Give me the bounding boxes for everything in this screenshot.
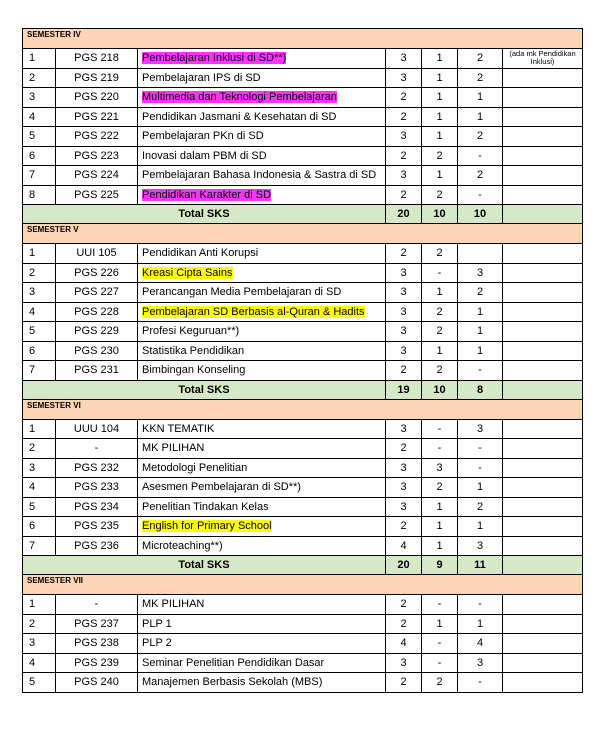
course-name-cell <box>138 322 386 342</box>
course-number: 5 <box>23 673 56 693</box>
course-name: PLP 2 <box>142 637 172 650</box>
course-row <box>23 419 583 439</box>
course-name: MK PILIHAN <box>142 442 205 455</box>
course-row <box>23 458 583 478</box>
semester-label: SEMESTER VI <box>23 399 583 419</box>
course-theory: 1 <box>422 88 458 108</box>
course-row <box>23 614 583 634</box>
course-sks: 2 <box>386 439 422 459</box>
course-name-cell <box>138 439 386 459</box>
course-number: 2 <box>23 263 56 283</box>
course-theory: - <box>422 634 458 654</box>
course-code: PGS 232 <box>56 458 138 478</box>
course-theory: 2 <box>422 244 458 264</box>
course-row <box>23 68 583 88</box>
course-name-cell <box>138 283 386 303</box>
course-sks: 3 <box>386 497 422 517</box>
course-theory: 2 <box>422 185 458 205</box>
course-code: - <box>56 439 138 459</box>
course-number: 1 <box>23 419 56 439</box>
course-code: PGS 239 <box>56 653 138 673</box>
course-theory: 1 <box>422 497 458 517</box>
course-name: Penelitian Tindakan Kelas <box>142 500 269 513</box>
course-sks: 2 <box>386 88 422 108</box>
course-code: PGS 225 <box>56 185 138 205</box>
course-number: 4 <box>23 653 56 673</box>
course-name-cell <box>138 478 386 498</box>
course-practice: 2 <box>458 68 503 88</box>
course-name: Seminar Penelitian Pendidikan Dasar <box>142 656 325 669</box>
course-note <box>503 439 583 459</box>
course-code: - <box>56 595 138 615</box>
course-practice: 4 <box>458 634 503 654</box>
course-sks: 3 <box>386 49 422 69</box>
course-name-cell <box>138 458 386 478</box>
course-number: 2 <box>23 614 56 634</box>
course-practice: - <box>458 361 503 381</box>
course-row <box>23 49 583 69</box>
course-row <box>23 361 583 381</box>
semester-header-row <box>23 575 583 595</box>
course-name-cell <box>138 595 386 615</box>
total-sks: 20 <box>386 556 422 575</box>
course-sks: 4 <box>386 536 422 556</box>
total-theory: 10 <box>422 380 458 399</box>
course-code: PGS 226 <box>56 263 138 283</box>
course-sks: 4 <box>386 634 422 654</box>
course-number: 6 <box>23 146 56 166</box>
course-sks: 2 <box>386 673 422 693</box>
total-label: Total SKS <box>23 380 386 399</box>
course-note <box>503 517 583 537</box>
course-name: Multimedia dan Teknologi Pembelajaran <box>142 91 337 104</box>
course-name: Pendidikan Anti Korupsi <box>142 247 259 260</box>
course-code: UUU 104 <box>56 419 138 439</box>
course-name: Pembelajaran Inklusi di SD**) <box>142 52 287 65</box>
course-theory: 2 <box>422 478 458 498</box>
course-note <box>503 478 583 498</box>
course-name-cell <box>138 614 386 634</box>
course-practice <box>458 244 503 264</box>
course-name-cell <box>138 419 386 439</box>
course-note <box>503 127 583 147</box>
course-sks: 2 <box>386 244 422 264</box>
course-sks: 2 <box>386 361 422 381</box>
total-note-empty <box>503 556 583 575</box>
course-note <box>503 244 583 264</box>
course-sks: 2 <box>386 517 422 537</box>
semester-label: SEMESTER IV <box>23 29 583 49</box>
course-practice: 1 <box>458 107 503 127</box>
course-sks: 2 <box>386 185 422 205</box>
course-theory: 1 <box>422 517 458 537</box>
course-number: 2 <box>23 68 56 88</box>
course-code: PGS 228 <box>56 302 138 322</box>
course-practice: 3 <box>458 536 503 556</box>
course-theory: - <box>422 653 458 673</box>
course-number: 2 <box>23 439 56 459</box>
course-note <box>503 185 583 205</box>
course-sks: 3 <box>386 166 422 186</box>
course-theory: 1 <box>422 127 458 147</box>
course-code: UUI 105 <box>56 244 138 264</box>
course-theory: 1 <box>422 107 458 127</box>
course-name-cell <box>138 166 386 186</box>
course-theory: 3 <box>422 458 458 478</box>
course-number: 8 <box>23 185 56 205</box>
course-name: English for Primary School <box>142 520 272 533</box>
course-practice: 2 <box>458 497 503 517</box>
course-theory: 2 <box>422 361 458 381</box>
course-row <box>23 146 583 166</box>
course-name-cell <box>138 497 386 517</box>
course-name-cell <box>138 341 386 361</box>
semester-label: SEMESTER VII <box>23 575 583 595</box>
course-name-cell <box>138 127 386 147</box>
course-sks: 3 <box>386 458 422 478</box>
course-code: PGS 237 <box>56 614 138 634</box>
course-note <box>503 614 583 634</box>
course-name: Pembelajaran IPS di SD <box>142 71 261 84</box>
total-row <box>23 380 583 399</box>
course-name: Pembelajaran Bahasa Indonesia & Sastra di SD <box>142 169 377 182</box>
course-number: 5 <box>23 127 56 147</box>
course-name: Pendidikan Jasmani & Kesehatan di SD <box>142 110 337 123</box>
course-note <box>503 458 583 478</box>
course-code: PGS 238 <box>56 634 138 654</box>
course-name-cell <box>138 146 386 166</box>
course-name-cell <box>138 88 386 108</box>
course-theory: 1 <box>422 536 458 556</box>
curriculum-table <box>22 28 583 693</box>
course-name-cell <box>138 244 386 264</box>
course-name-cell <box>138 673 386 693</box>
course-code: PGS 234 <box>56 497 138 517</box>
course-row <box>23 263 583 283</box>
course-practice: - <box>458 673 503 693</box>
total-theory: 9 <box>422 556 458 575</box>
course-code: PGS 222 <box>56 127 138 147</box>
course-row <box>23 302 583 322</box>
course-practice: 2 <box>458 49 503 69</box>
semester-header-row <box>23 224 583 244</box>
course-note <box>503 166 583 186</box>
course-row <box>23 478 583 498</box>
course-note <box>503 595 583 615</box>
course-sks: 3 <box>386 478 422 498</box>
course-theory: - <box>422 595 458 615</box>
course-code: PGS 236 <box>56 536 138 556</box>
course-sks: 3 <box>386 127 422 147</box>
total-note-empty <box>503 205 583 224</box>
course-practice: 1 <box>458 341 503 361</box>
course-practice: 2 <box>458 283 503 303</box>
course-name: Pendidikan Karakter di SD <box>142 188 272 201</box>
total-label: Total SKS <box>23 556 386 575</box>
course-name-cell <box>138 302 386 322</box>
course-name: Kreasi Cipta Sains <box>142 266 233 279</box>
course-name-cell <box>138 107 386 127</box>
course-sks: 3 <box>386 68 422 88</box>
course-note <box>503 146 583 166</box>
course-practice: - <box>458 185 503 205</box>
course-code: PGS 218 <box>56 49 138 69</box>
semester-label: SEMESTER V <box>23 224 583 244</box>
course-name: PLP 1 <box>142 617 172 630</box>
course-code: PGS 223 <box>56 146 138 166</box>
course-row <box>23 341 583 361</box>
course-theory: 2 <box>422 146 458 166</box>
course-row <box>23 439 583 459</box>
course-number: 7 <box>23 536 56 556</box>
total-sks: 19 <box>386 380 422 399</box>
course-row <box>23 107 583 127</box>
course-name: Statistika Pendidikan <box>142 344 245 357</box>
total-practice: 8 <box>458 380 503 399</box>
course-name-cell <box>138 185 386 205</box>
course-code: PGS 233 <box>56 478 138 498</box>
total-label: Total SKS <box>23 205 386 224</box>
course-theory: 1 <box>422 283 458 303</box>
course-code: PGS 224 <box>56 166 138 186</box>
course-sks: 2 <box>386 595 422 615</box>
course-theory: 2 <box>422 302 458 322</box>
course-practice: - <box>458 595 503 615</box>
course-note <box>503 283 583 303</box>
course-note <box>503 361 583 381</box>
course-row <box>23 634 583 654</box>
course-code: PGS 235 <box>56 517 138 537</box>
course-name: Bimbingan Konseling <box>142 364 246 377</box>
course-practice: 2 <box>458 166 503 186</box>
course-number: 6 <box>23 341 56 361</box>
course-theory: - <box>422 439 458 459</box>
course-practice: 1 <box>458 302 503 322</box>
course-row <box>23 536 583 556</box>
course-note <box>503 497 583 517</box>
course-number: 7 <box>23 361 56 381</box>
course-practice: 1 <box>458 322 503 342</box>
course-name: Inovasi dalam PBM di SD <box>142 149 267 162</box>
course-row <box>23 673 583 693</box>
course-note: (ada mk Pendidikan Inklusi) <box>503 49 583 69</box>
course-code: PGS 221 <box>56 107 138 127</box>
course-note <box>503 634 583 654</box>
course-note <box>503 341 583 361</box>
course-name: Asesmen Pembelajaran di SD**) <box>142 481 301 494</box>
course-row <box>23 322 583 342</box>
course-number: 1 <box>23 595 56 615</box>
course-name-cell <box>138 536 386 556</box>
course-number: 6 <box>23 517 56 537</box>
semester-header-row <box>23 29 583 49</box>
course-note <box>503 88 583 108</box>
course-practice: 3 <box>458 419 503 439</box>
course-practice: 3 <box>458 263 503 283</box>
course-name-cell <box>138 263 386 283</box>
course-sks: 3 <box>386 419 422 439</box>
course-name: MK PILIHAN <box>142 598 205 611</box>
course-theory: - <box>422 263 458 283</box>
course-sks: 3 <box>386 283 422 303</box>
course-sks: 3 <box>386 322 422 342</box>
course-name: Profesi Keguruan**) <box>142 325 240 338</box>
course-sks: 2 <box>386 107 422 127</box>
course-code: PGS 240 <box>56 673 138 693</box>
course-row <box>23 653 583 673</box>
course-note <box>503 322 583 342</box>
total-practice: 11 <box>458 556 503 575</box>
course-row <box>23 244 583 264</box>
course-sks: 3 <box>386 653 422 673</box>
course-name: Manajemen Berbasis Sekolah (MBS) <box>142 676 323 689</box>
course-number: 5 <box>23 322 56 342</box>
course-note <box>503 302 583 322</box>
course-code: PGS 229 <box>56 322 138 342</box>
course-number: 5 <box>23 497 56 517</box>
course-number: 4 <box>23 478 56 498</box>
course-name-cell <box>138 361 386 381</box>
course-theory: 2 <box>422 322 458 342</box>
course-practice: - <box>458 146 503 166</box>
course-note <box>503 107 583 127</box>
course-row <box>23 283 583 303</box>
total-note-empty <box>503 380 583 399</box>
course-number: 3 <box>23 634 56 654</box>
course-theory: 1 <box>422 614 458 634</box>
course-practice: 3 <box>458 653 503 673</box>
course-practice: 1 <box>458 88 503 108</box>
course-code: PGS 219 <box>56 68 138 88</box>
course-name-cell <box>138 653 386 673</box>
course-code: PGS 220 <box>56 88 138 108</box>
course-name: Pembelajaran SD Berbasis al-Quran & Hadits <box>142 305 365 318</box>
course-theory: - <box>422 419 458 439</box>
course-number: 1 <box>23 49 56 69</box>
course-note <box>503 653 583 673</box>
course-theory: 1 <box>422 166 458 186</box>
semester-header-row <box>23 399 583 419</box>
course-name: Metodologi Penelitian <box>142 461 248 474</box>
course-code: PGS 231 <box>56 361 138 381</box>
course-number: 4 <box>23 302 56 322</box>
course-name-cell <box>138 49 386 69</box>
course-practice: - <box>458 439 503 459</box>
course-note <box>503 68 583 88</box>
course-number: 7 <box>23 166 56 186</box>
course-note <box>503 419 583 439</box>
course-practice: 2 <box>458 127 503 147</box>
course-name-cell <box>138 68 386 88</box>
course-theory: 2 <box>422 673 458 693</box>
course-practice: - <box>458 458 503 478</box>
course-practice: 1 <box>458 517 503 537</box>
course-row <box>23 88 583 108</box>
course-note <box>503 536 583 556</box>
course-sks: 3 <box>386 263 422 283</box>
course-sks: 2 <box>386 146 422 166</box>
course-sks: 2 <box>386 614 422 634</box>
course-code: PGS 227 <box>56 283 138 303</box>
total-sks: 20 <box>386 205 422 224</box>
course-number: 1 <box>23 244 56 264</box>
course-name: KKN TEMATIK <box>142 422 215 435</box>
course-row <box>23 517 583 537</box>
course-row <box>23 185 583 205</box>
total-row <box>23 556 583 575</box>
course-theory: 1 <box>422 341 458 361</box>
course-practice: 1 <box>458 478 503 498</box>
course-row <box>23 166 583 186</box>
total-theory: 10 <box>422 205 458 224</box>
course-row <box>23 497 583 517</box>
course-number: 3 <box>23 88 56 108</box>
course-name-cell <box>138 634 386 654</box>
total-practice: 10 <box>458 205 503 224</box>
course-number: 3 <box>23 458 56 478</box>
course-code: PGS 230 <box>56 341 138 361</box>
course-name: Microteaching**) <box>142 539 223 552</box>
course-row <box>23 595 583 615</box>
course-number: 4 <box>23 107 56 127</box>
course-name: Perancangan Media Pembelajaran di SD <box>142 286 342 299</box>
course-practice: 1 <box>458 614 503 634</box>
course-theory: 1 <box>422 49 458 69</box>
course-theory: 1 <box>422 68 458 88</box>
course-sks: 3 <box>386 302 422 322</box>
course-name-cell <box>138 517 386 537</box>
course-row <box>23 127 583 147</box>
course-name: Pembelajaran PKn di SD <box>142 130 264 143</box>
course-note <box>503 673 583 693</box>
course-number: 3 <box>23 283 56 303</box>
course-note <box>503 263 583 283</box>
total-row <box>23 205 583 224</box>
course-sks: 3 <box>386 341 422 361</box>
